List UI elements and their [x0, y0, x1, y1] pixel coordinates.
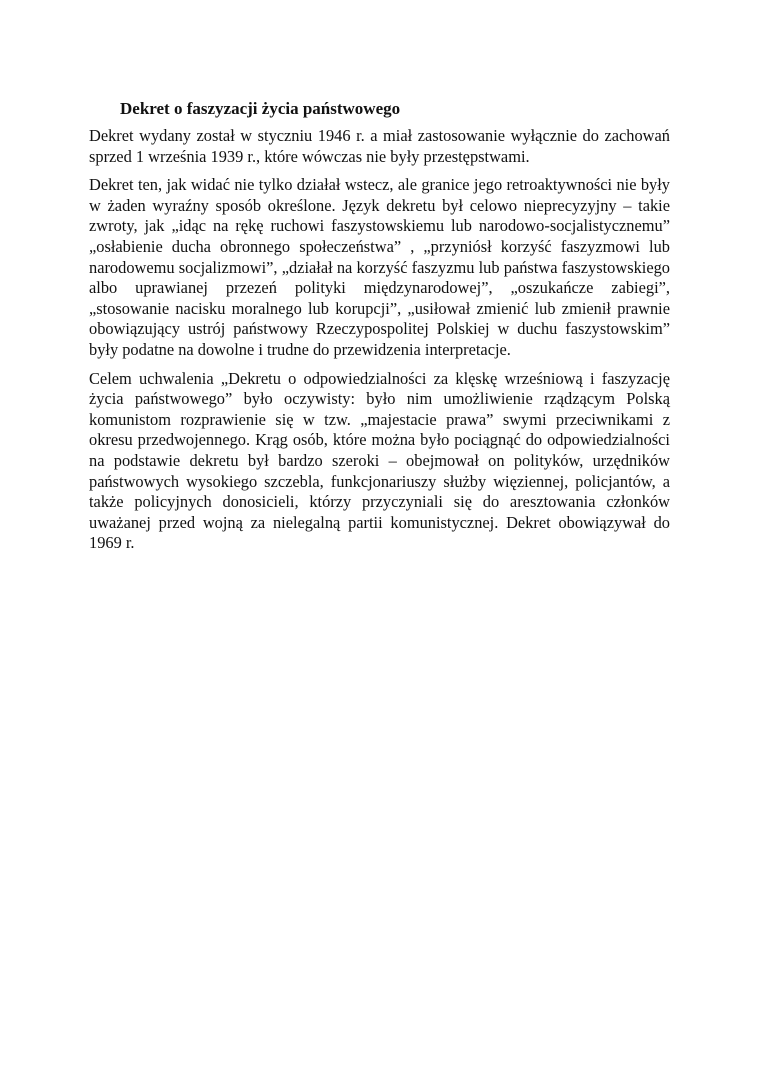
paragraph-3: Celem uchwalenia „Dekretu o odpowiedzialności za klęskę wrześniową i faszyzację życia państwowego” było oczywisty: było nim umożliwienie rządzącym Polską komunistom rozprawienie się w tzw. „majestacie prawa” swymi przeciwnikami z okresu przedwojennego. Krąg osób, które można było pociągnąć do odpowiedzialności na podstawie dekretu był bardzo szeroki – obejmował on polityków, urzędników państwowych wysokiego szczebla, funkcjonariuszy służby więziennej, policjantów, a także policyjnych donosicieli, którzy przyczyniali się do aresztowania członków uważanej przed wojną za nielegalną partii komunistycznej. Dekret obowiązywał do 1969 r.	[89, 368, 670, 553]
paragraph-1: Dekret wydany został w styczniu 1946 r. a miał zastosowanie wyłącznie do zachowań sprzed 1 września 1939 r., które wówczas nie były przestępstwami.	[89, 126, 670, 166]
paragraph-2: Dekret ten, jak widać nie tylko działał wstecz, ale granice jego retroaktywności nie były w żaden wyraźny sposób określone. Język dekretu był celowo nieprecyzyjny – takie zwroty, jak „idąc na rękę ruchowi faszystowskiemu lub narodowo-socjalistycznemu” „osłabienie ducha obronnego społeczeństwa” , „przyniósł korzyść faszyzmowi lub narodowemu socjalizmowi”, „działał na korzyść faszyzmu lub państwa faszystowskiego albo uprawianej przezeń polityki międzynarodowej”, „oszukańcze zabiegi”, „stosowanie nacisku moralnego lub korupcji”, „usiłował zmienić lub zmienił prawnie obowiązujący ustrój państwowy Rzeczypospolitej Polskiej w duchu faszystowskim” były podatne na dowolne i trudne do przewidzenia interpretacje.	[89, 175, 670, 359]
document-title: Dekret o faszyzacji życia państwowego	[120, 99, 401, 118]
document-body	[89, 98, 670, 562]
